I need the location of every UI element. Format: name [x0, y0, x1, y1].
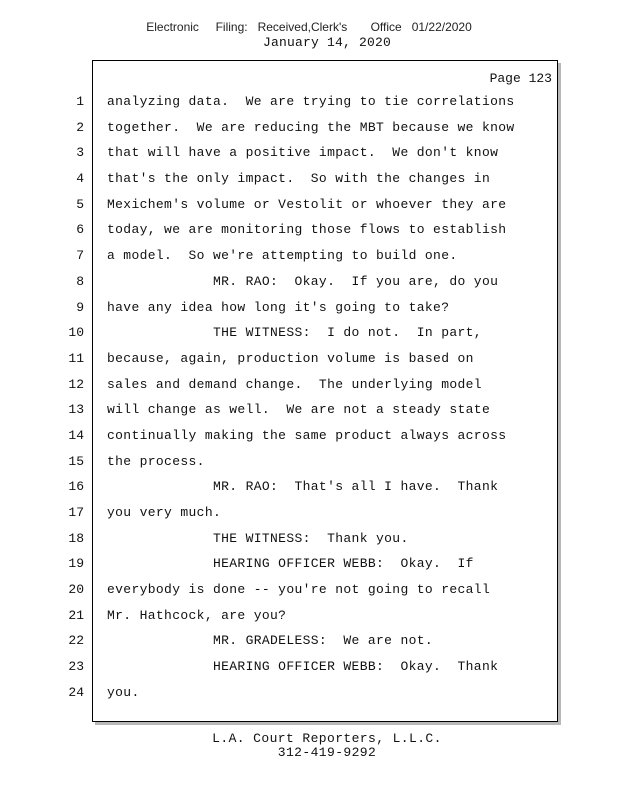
page-number: Page 123 [489, 71, 552, 86]
line-number: 9 [76, 299, 84, 315]
transcript-line: sales and demand change. The underlying model [107, 376, 482, 392]
transcript-line: today, we are monitoring those flows to establish [107, 222, 507, 238]
line-number: 24 [68, 684, 84, 700]
line-number: 18 [68, 530, 84, 546]
filing-stamp: Electronic Filing: Received,Clerk's Office 01/22/2020 [146, 20, 472, 34]
line-number: 6 [76, 222, 84, 238]
line-number: 15 [68, 453, 84, 469]
transcript-line: that will have a positive impact. We don't know [107, 145, 499, 161]
line-numbers-column [60, 94, 84, 711]
line-number: 4 [76, 171, 84, 187]
transcript-line: you very much. [107, 505, 222, 520]
transcript-line: together. We are reducing the MBT because we know [107, 119, 515, 135]
line-number: 17 [68, 505, 84, 520]
transcript-line: HEARING OFFICER WEBB: Okay. If [107, 556, 474, 572]
transcript-line: continually making the same product always across [107, 427, 507, 443]
line-number: 21 [68, 607, 84, 623]
transcript-line: the process. [107, 453, 205, 469]
transcript-line: a model. So we're attempting to build one. [107, 248, 458, 264]
transcript-line: THE WITNESS: Thank you. [107, 530, 409, 546]
line-number: 19 [68, 556, 84, 572]
line-number: 22 [68, 633, 84, 649]
line-number: 12 [68, 376, 84, 392]
transcript-line: HEARING OFFICER WEBB: Okay. Thank [107, 659, 499, 675]
line-number: 16 [68, 479, 84, 495]
line-number: 7 [76, 248, 84, 264]
transcript-line: that's the only impact. So with the changes in [107, 171, 491, 187]
footer [0, 732, 618, 760]
reporter-company: L.A. Court Reporters, L.L.C. [212, 731, 442, 746]
transcript-date: January 14, 2020 [262, 35, 392, 50]
line-number: 3 [76, 145, 84, 161]
line-number: 10 [68, 325, 84, 341]
reporter-phone: 312-419-9292 [277, 745, 377, 760]
line-number: 14 [68, 427, 84, 443]
transcript-line: have any idea how long it's going to take? [107, 299, 450, 315]
transcript-line: everybody is done -- you're not going to recall [107, 582, 491, 598]
transcript-line: will change as well. We are not a steady state [107, 402, 491, 418]
transcript-line: MR. GRADELESS: We are not. [107, 633, 434, 649]
line-number: 20 [68, 582, 84, 598]
transcript-text [107, 94, 547, 711]
transcript-line: you. [107, 684, 140, 700]
line-number: 8 [76, 273, 84, 289]
line-number: 11 [68, 350, 84, 366]
line-number: 5 [76, 196, 84, 212]
line-number: 13 [68, 402, 84, 418]
line-number: 2 [76, 119, 84, 135]
line-number: 23 [68, 659, 84, 675]
transcript-line: MR. RAO: Okay. If you are, do you [107, 273, 499, 289]
transcript-line: MR. RAO: That's all I have. Thank [107, 479, 499, 495]
transcript-line: because, again, production volume is based on [107, 350, 474, 366]
transcript-line: Mexichem's volume or Vestolit or whoever they are [107, 196, 507, 212]
line-number: 1 [76, 94, 84, 109]
transcript-line: analyzing data. We are trying to tie correlations [107, 94, 515, 109]
transcript-line: THE WITNESS: I do not. In part, [107, 325, 482, 341]
transcript-line: Mr. Hathcock, are you? [107, 607, 287, 623]
